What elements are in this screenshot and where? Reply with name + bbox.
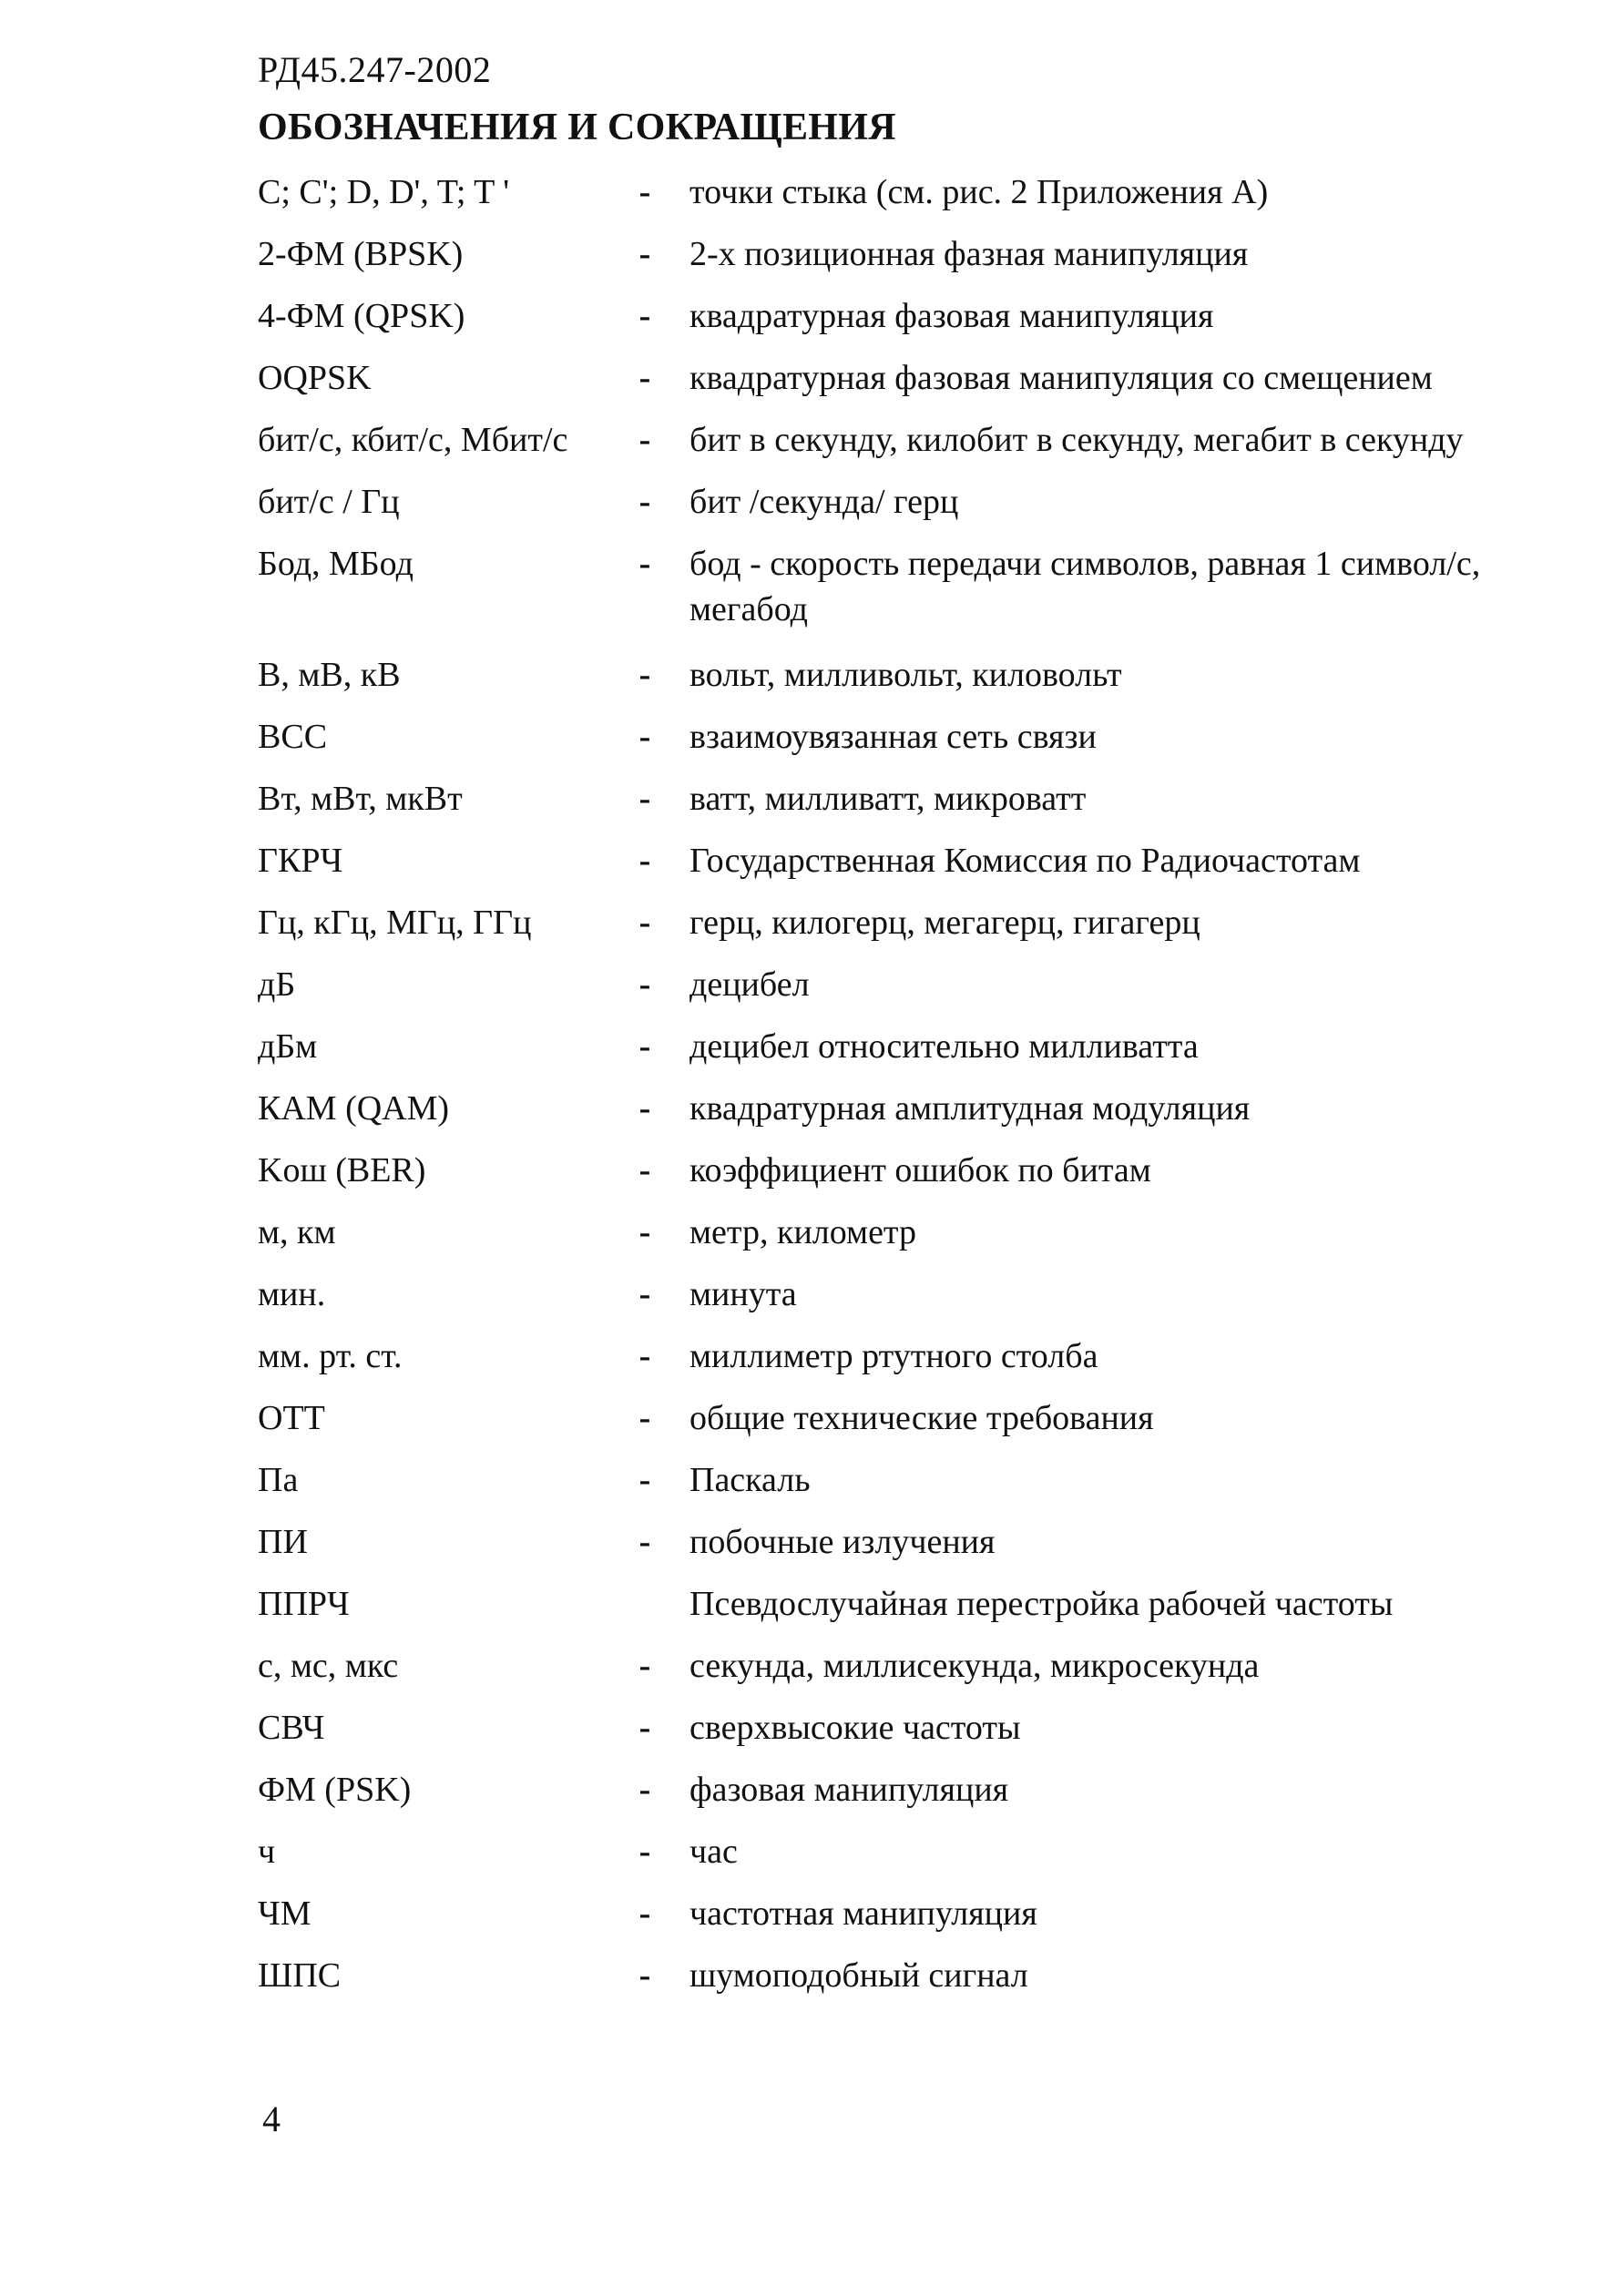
abbreviation-definition: побочные излучения: [689, 1523, 996, 1561]
abbreviation-definition: квадратурная амплитудная модуляция: [689, 1089, 1251, 1128]
abbreviation-term: ППРЧ: [258, 1585, 350, 1623]
abbreviation-definition: взаимоувязанная сеть связи: [689, 718, 1097, 756]
separator-dash: -: [638, 1894, 651, 1933]
abbreviation-row: [258, 1457, 1569, 1519]
abbreviation-term: дБ: [258, 965, 296, 1004]
abbreviation-term: с, мс, мкс: [258, 1647, 399, 1685]
abbreviation-term: м, км: [258, 1213, 336, 1251]
abbreviation-row: [258, 1210, 1569, 1271]
separator-dash: -: [638, 1709, 651, 1747]
abbreviation-definition: сверхвысокие частоты: [689, 1709, 1021, 1747]
abbreviation-term: КАМ (QAM): [258, 1089, 450, 1128]
abbreviation-term: ЧМ: [258, 1894, 312, 1933]
abbreviation-term: Па: [258, 1461, 299, 1499]
abbreviation-row: [258, 1767, 1569, 1829]
abbreviation-term: Kош (BER): [258, 1151, 426, 1190]
separator-dash: -: [638, 1461, 651, 1499]
separator-dash: -: [638, 1771, 651, 1809]
abbreviation-term: В, мВ, кВ: [258, 656, 401, 694]
abbreviation-definition: фазовая манипуляция: [689, 1771, 1009, 1809]
separator-dash: -: [638, 718, 651, 756]
abbreviation-definition: частотная манипуляция: [689, 1894, 1037, 1933]
separator-dash: -: [638, 235, 651, 273]
abbreviation-row: [258, 962, 1569, 1024]
section-title: ОБОЗНАЧЕНИЯ И СОКРАЩЕНИЯ: [258, 107, 896, 148]
abbreviation-term: ГКРЧ: [258, 842, 343, 880]
abbreviation-term: дБм: [258, 1027, 318, 1066]
abbreviation-row: [258, 1519, 1569, 1581]
abbreviation-row: [258, 169, 1569, 231]
abbreviation-definition: точки стыка (см. рис. 2 Приложения А): [689, 173, 1269, 211]
abbreviation-term: мин.: [258, 1275, 326, 1313]
separator-dash: -: [638, 421, 651, 459]
abbreviation-row: [258, 714, 1569, 776]
abbreviation-row: [258, 541, 1569, 652]
separator-dash: -: [638, 173, 651, 211]
abbreviation-row: [258, 1953, 1569, 2015]
abbreviation-term: ОТТ: [258, 1399, 325, 1437]
abbreviation-row: [258, 1829, 1569, 1891]
abbreviation-definition: Государственная Комиссия по Радиочастотам: [689, 842, 1361, 880]
separator-dash: -: [638, 1027, 651, 1066]
abbreviation-definition: квадратурная фазовая манипуляция: [689, 297, 1214, 335]
abbreviation-row: [258, 293, 1569, 355]
abbreviation-definition: бод - скорость передачи символов, равная 1 символ/с, мегабод: [689, 545, 1481, 628]
abbreviation-term: OQPSK: [258, 359, 372, 397]
abbreviation-term: Гц, кГц, МГц, ГГц: [258, 904, 532, 942]
separator-dash: -: [638, 904, 651, 942]
abbreviation-term: C; C'; D, D', T; T ': [258, 173, 510, 211]
separator-dash: -: [638, 1151, 651, 1190]
abbreviation-term: ч: [258, 1833, 276, 1871]
abbreviation-definition: час: [689, 1833, 738, 1871]
abbreviation-term: СВЧ: [258, 1709, 325, 1747]
abbreviation-row: [258, 1705, 1569, 1767]
abbreviation-row: [258, 776, 1569, 838]
abbreviation-definition: бит /секунда/ герц: [689, 483, 959, 521]
abbreviation-row: [258, 1333, 1569, 1395]
separator-dash: -: [638, 359, 651, 397]
abbreviation-definition: децибел: [689, 965, 810, 1004]
separator-dash: -: [638, 1833, 651, 1871]
abbreviation-term: мм. рт. ст.: [258, 1337, 403, 1375]
abbreviation-definition: коэффициент ошибок по битам: [689, 1151, 1151, 1190]
abbreviation-definition: квадратурная фазовая манипуляция со смещением: [689, 359, 1433, 397]
page-number: 4: [262, 2098, 281, 2139]
separator-dash: -: [638, 842, 651, 880]
document-code: РД45.247-2002: [258, 49, 492, 90]
abbreviation-term: Вт, мВт, мкВт: [258, 780, 463, 818]
abbreviation-row: [258, 417, 1569, 479]
abbreviation-term: ПИ: [258, 1523, 308, 1561]
abbreviation-definition: 2-х позиционная фазная манипуляция: [689, 235, 1249, 273]
separator-dash: -: [638, 965, 651, 1004]
abbreviation-definition: Паскаль: [689, 1461, 811, 1499]
separator-dash: -: [638, 1213, 651, 1251]
separator-dash: -: [638, 1523, 651, 1561]
abbreviation-definition: Псевдослучайная перестройка рабочей частоты: [689, 1585, 1394, 1623]
abbreviation-definition: бит в секунду, килобит в секунду, мегабит в секунду: [689, 421, 1464, 459]
abbreviation-row: [258, 900, 1569, 962]
abbreviation-row: [258, 231, 1569, 293]
abbreviation-row: [258, 1643, 1569, 1705]
abbreviation-definition: миллиметр ртутного столба: [689, 1337, 1098, 1375]
abbreviation-definition: ватт, милливатт, микроватт: [689, 780, 1087, 818]
abbreviation-term: ВСС: [258, 718, 328, 756]
abbreviation-definition: минута: [689, 1275, 797, 1313]
abbreviation-row: [258, 652, 1569, 714]
abbreviation-definition: общие технические требования: [689, 1399, 1154, 1437]
abbreviation-term: 4-ФМ (QPSK): [258, 297, 465, 335]
abbreviation-row: [258, 1148, 1569, 1210]
abbreviation-row: [258, 1024, 1569, 1086]
abbreviation-definition: герц, килогерц, мегагерц, гигагерц: [689, 904, 1200, 942]
abbreviation-term: Бод, МБод: [258, 545, 414, 583]
abbreviation-definition: децибел относительно милливатта: [689, 1027, 1199, 1066]
separator-dash: -: [638, 1399, 651, 1437]
separator-dash: -: [638, 545, 651, 583]
abbreviation-row: [258, 479, 1569, 541]
abbreviation-definition: секунда, миллисекунда, микросекунда: [689, 1647, 1260, 1685]
separator-dash: -: [638, 1089, 651, 1128]
abbreviation-term: ФМ (PSK): [258, 1771, 412, 1809]
abbreviation-definition: шумоподобный сигнал: [689, 1956, 1028, 1995]
abbreviation-row: [258, 355, 1569, 417]
abbreviation-definition: вольт, милливольт, киловольт: [689, 656, 1122, 694]
abbreviation-row: [258, 1581, 1569, 1643]
separator-dash: -: [638, 1956, 651, 1995]
abbreviation-row: [258, 838, 1569, 900]
abbreviation-term: ШПС: [258, 1956, 342, 1995]
abbreviation-definition: метр, километр: [689, 1213, 917, 1251]
abbreviation-row: [258, 1271, 1569, 1333]
abbreviation-row: [258, 1395, 1569, 1457]
abbreviation-term: бит/с, кбит/с, Мбит/с: [258, 421, 568, 459]
separator-dash: -: [638, 656, 651, 694]
abbreviation-term: 2-ФМ (BPSK): [258, 235, 464, 273]
separator-dash: -: [638, 297, 651, 335]
separator-dash: -: [638, 780, 651, 818]
separator-dash: -: [638, 1337, 651, 1375]
separator-dash: -: [638, 1647, 651, 1685]
separator-dash: -: [638, 483, 651, 521]
abbreviation-row: [258, 1891, 1569, 1953]
abbreviation-list: [258, 169, 1569, 2015]
abbreviation-term: бит/с / Гц: [258, 483, 400, 521]
abbreviation-row: [258, 1086, 1569, 1148]
separator-dash: -: [638, 1275, 651, 1313]
